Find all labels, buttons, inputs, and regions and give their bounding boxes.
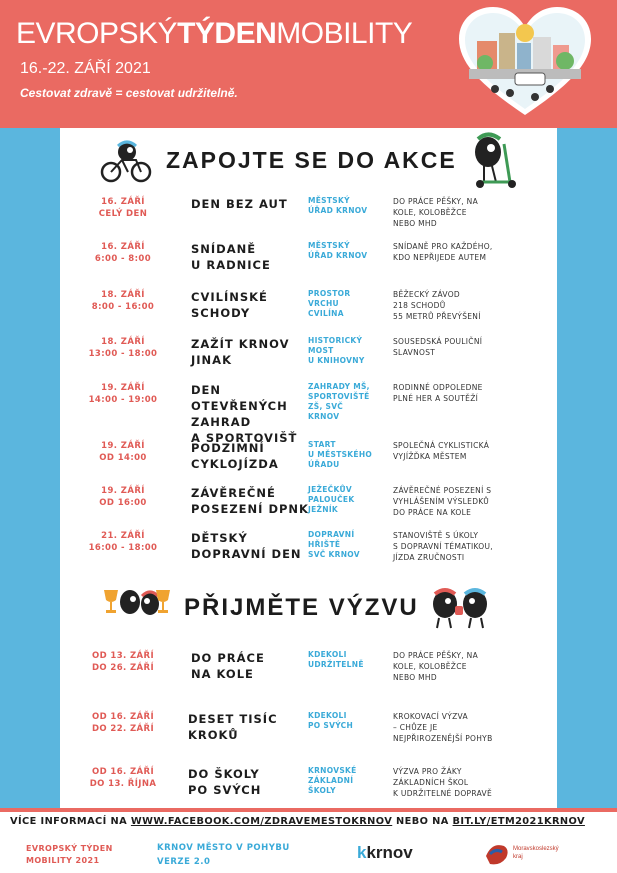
event-name: SNÍDANĚ U RADNICE xyxy=(191,242,271,272)
event-description: SOUSEDSKÁ POULIČNÍ SLAVNOST xyxy=(393,337,483,357)
event-place: MĚSTSKÝ ÚŘAD KRNOV xyxy=(308,196,368,215)
event-date: 19. ZÁŘÍ 14:00 - 19:00 xyxy=(88,383,158,405)
event-brand-title: EVROPSKÝTÝDENMOBILITY xyxy=(16,17,413,50)
challenge-name: DO ŠKOLY PO SVÝCH xyxy=(188,767,262,797)
challenge-name: DO PRÁCE NA KOLE xyxy=(191,651,265,681)
more-info-line xyxy=(10,816,610,827)
challenge-date: OD 16. ZÁŘÍ DO 22. ZÁŘÍ xyxy=(91,712,155,734)
event-description: STANOVIŠTĚ S ÚKOLY S DOPRAVNÍ TÉMATIKOU, JÍZDA ZRUČNOSTI xyxy=(393,531,493,562)
facebook-link[interactable]: WWW.FACEBOOK.COM/ZDRAVEMESTOKRNOV xyxy=(130,816,393,827)
event-place: DOPRAVNÍ HŘIŠTĚ SVČ KRNOV xyxy=(308,530,360,559)
event-description: DO PRÁCE PĚŠKY, NA KOLE, KOLOBĚŽCE NEBO MHD xyxy=(393,197,479,228)
challenge-place: KDEKOLI PO SVÝCH xyxy=(308,711,354,730)
challenge-place: KDEKOLI UDRŽITELNĚ xyxy=(308,650,364,669)
footer-brand-line1: EVROPSKÝ TÝDEN xyxy=(26,844,113,853)
challenge-name: DESET TISÍC KROKŮ xyxy=(188,712,278,742)
moravskoslezsky-kraj-label xyxy=(513,845,559,861)
event-description: SNÍDANĚ PRO KAŽDÉHO, KDO NEPŘIJEDE AUTEM xyxy=(393,242,493,262)
bitly-link[interactable]: BIT.LY/ETM2021KRNOV xyxy=(452,816,585,827)
info-prefix: VÍCE INFORMACÍ NA xyxy=(10,816,128,827)
event-description: BĚŽECKÝ ZÁVOD 218 SCHODŮ 55 METRŮ PŘEVÝŠENÍ xyxy=(393,290,481,321)
event-name: ZAŽÍT KRNOV JINAK xyxy=(191,337,290,367)
cyclist-mascot-icon xyxy=(100,138,152,184)
event-name: DEN OTEVŘENÝCH ZAHRAD A SPORTOVIŠŤ xyxy=(191,383,298,445)
msk-line2: kraj xyxy=(513,854,523,860)
section-title-challenge: PŘIJMĚTE VÝZVU xyxy=(184,594,419,621)
event-date: 18. ZÁŘÍ 8:00 - 16:00 xyxy=(91,290,155,312)
challenge-date: OD 13. ZÁŘÍ DO 26. ZÁŘÍ xyxy=(91,651,155,673)
krnov-program-line1: KRNOV MĚSTO V POHYBU xyxy=(157,843,290,853)
event-place: MĚSTSKÝ ÚŘAD KRNOV xyxy=(308,241,368,260)
event-place: ZAHRADY MŠ, SPORTOVIŠTĚ ZŠ, SVČ KRNOV xyxy=(308,382,370,421)
event-place: START U MĚSTSKÉHO ÚŘADU xyxy=(308,440,373,469)
walking-mascots-icon xyxy=(425,584,497,630)
event-dates: 16.-22. ZÁŘÍ 2021 xyxy=(20,60,151,77)
challenge-place: KRNOVSKÉ ZÁKLADNÍ ŠKOLY xyxy=(308,766,357,795)
msk-line1: Moravskoslezský xyxy=(513,846,559,852)
event-date: 16. ZÁŘÍ 6:00 - 8:00 xyxy=(94,242,152,264)
footer-brand-line2: MOBILITY 2021 xyxy=(26,856,100,865)
challenge-description: DO PRÁCE PĚŠKY, NA KOLE, KOLOBĚŽCE NEBO MHD xyxy=(393,651,479,682)
footer-event-brand xyxy=(26,843,113,867)
event-name: DEN BEZ AUT xyxy=(191,197,288,211)
event-place: HISTORICKÝ MOST U KNIHOVNY xyxy=(308,336,365,365)
event-date: 18. ZÁŘÍ 13:00 - 18:00 xyxy=(88,337,158,359)
info-mid: NEBO NA xyxy=(396,816,449,827)
event-place: PROSTOR VRCHU CVILÍNA xyxy=(308,289,351,318)
krnov-logo: kkrnov xyxy=(357,843,413,862)
event-date: 16. ZÁŘÍ CELÝ DEN xyxy=(98,197,148,219)
event-description: ZÁVĚREČNÉ POSEZENÍ S VYHLÁŠENÍM VÝSLEDKŮ DO PRÁCE NA KOLE xyxy=(393,486,492,517)
krnov-program-line2: VERZE 2.0 xyxy=(157,857,211,867)
footer-divider xyxy=(0,808,617,812)
program-panel xyxy=(60,128,557,808)
event-place: JEŽEČKŮV PALOUČEK JEŽNÍK xyxy=(308,485,355,514)
event-name: CVILÍNSKÉ SCHODY xyxy=(191,290,268,320)
challenge-date: OD 16. ZÁŘÍ DO 13. ŘÍJNA xyxy=(89,767,157,789)
footer-krnov-program xyxy=(157,841,290,869)
event-description: RODINNÉ ODPOLEDNE PLNÉ HER A SOUTĚŽÍ xyxy=(393,383,483,403)
event-date: 19. ZÁŘÍ OD 14:00 xyxy=(99,441,147,463)
event-slogan: Cestovat zdravě = cestovat udržitelně. xyxy=(20,86,238,100)
event-date: 21. ZÁŘÍ 16:00 - 18:00 xyxy=(88,531,158,553)
event-name: ZÁVĚREČNÉ POSEZENÍ DPNK xyxy=(191,486,309,516)
event-description: SPOLEČNÁ CYKLISTICKÁ VYJÍŽĎKA MĚSTEM xyxy=(393,441,490,461)
heart-city-illustration xyxy=(455,3,595,123)
scooter-mascot-icon xyxy=(468,132,524,190)
section-title-join: ZAPOJTE SE DO AKCE xyxy=(166,147,457,173)
trophy-mascots-icon xyxy=(102,584,172,626)
event-name: DĚTSKÝ DOPRAVNÍ DEN xyxy=(191,531,302,561)
header-banner xyxy=(0,0,617,128)
challenge-description: KROKOVACÍ VÝZVA – CHŮZE JE NEJPŘIROZENĚJŠÍ POHYB xyxy=(393,712,493,743)
krnov-logo-text: krnov xyxy=(366,843,413,862)
event-date: 19. ZÁŘÍ OD 16:00 xyxy=(99,486,147,508)
event-name: PODZIMNÍ CYKLOJÍZDA xyxy=(191,441,279,471)
challenge-description: VÝZVA PRO ŽÁKY ZÁKLADNÍCH ŠKOL K UDRŽITELNÉ DOPRAVĚ xyxy=(393,767,492,798)
